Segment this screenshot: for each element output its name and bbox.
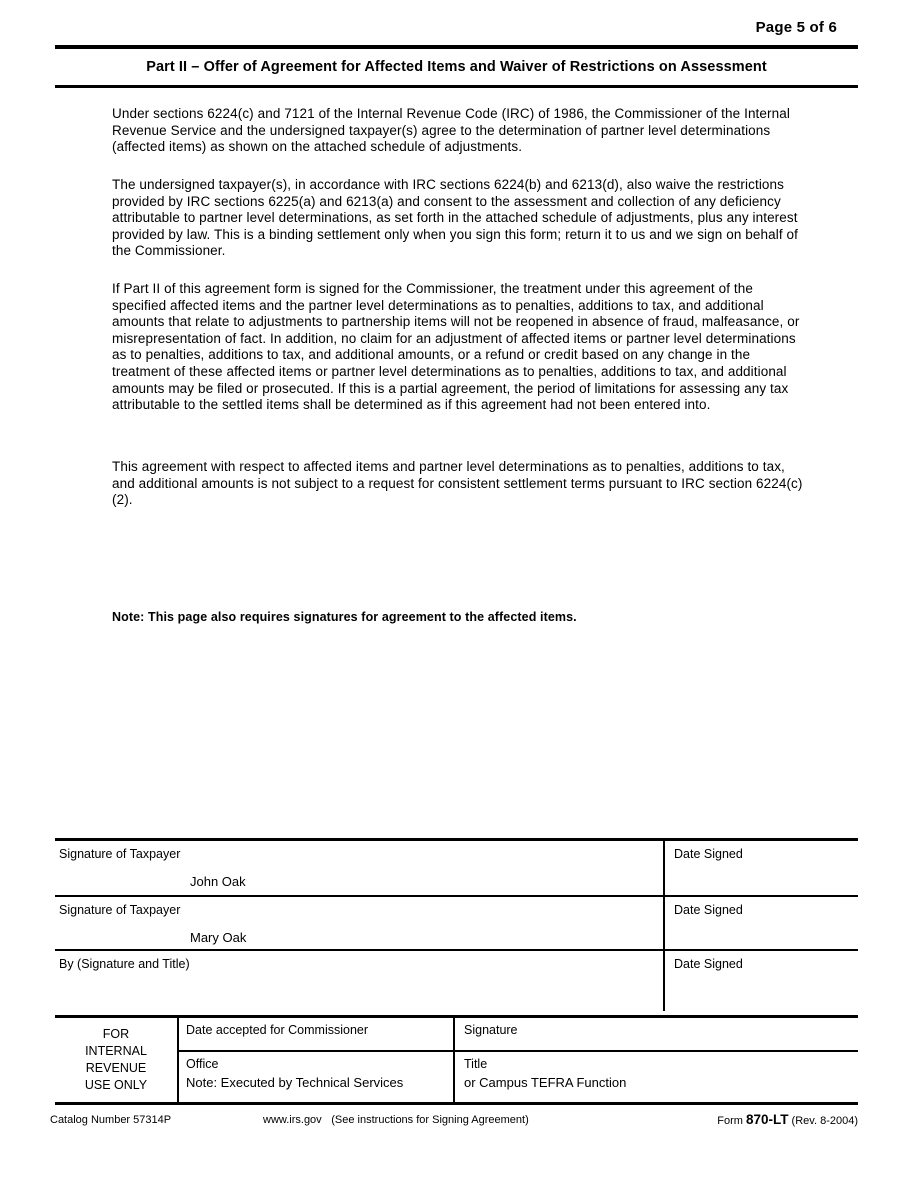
title-note: or Campus TEFRA Function <box>464 1074 627 1090</box>
signature-area[interactable] <box>55 951 663 1011</box>
title-label: Title <box>464 1056 488 1071</box>
header-rule-bottom <box>55 85 858 88</box>
office-note: Note: Executed by Technical Services <box>186 1074 404 1090</box>
footer <box>0 1112 913 1132</box>
signature-row-taxpayer-2 <box>55 897 858 951</box>
catalog-number: Catalog Number 57314P <box>50 1114 172 1126</box>
signatures-note: Note: This page also requires signatures for agreement to the affected items. <box>112 610 577 624</box>
internal-use-row-1 <box>179 1018 858 1052</box>
signature-label: Signature of Taxpayer <box>59 847 181 861</box>
signature-row-taxpayer-1 <box>55 841 858 897</box>
internal-use-main <box>179 1018 858 1102</box>
form-number-value: 870-LT <box>745 1112 789 1127</box>
page-number: Page 5 of 6 <box>755 19 837 36</box>
date-signed-label: Date Signed <box>674 903 743 917</box>
stub-line: FOR <box>102 1027 130 1041</box>
stub-line: USE ONLY <box>84 1078 148 1092</box>
signature-value: Mary Oak <box>190 930 247 945</box>
commissioner-signature-label: Signature <box>464 1023 518 1037</box>
irs-website: www.irs.gov <box>263 1114 322 1126</box>
internal-use-row-2 <box>179 1052 858 1103</box>
stub-line: INTERNAL <box>85 1044 147 1058</box>
office-field[interactable] <box>179 1052 455 1103</box>
date-accepted-label: Date accepted for Commissioner <box>186 1023 369 1037</box>
title-field[interactable] <box>455 1052 858 1103</box>
commissioner-signature-field[interactable] <box>455 1018 858 1050</box>
stub-line: REVENUE <box>85 1061 147 1075</box>
signature-label: By (Signature and Title) <box>59 957 190 971</box>
form-prefix: Form <box>717 1115 746 1127</box>
date-signed-field[interactable] <box>663 951 858 1011</box>
date-signed-label: Date Signed <box>674 847 743 861</box>
part-title: Part II – Offer of Agreement for Affected Items and Waiver of Restrictions on Assessment <box>146 59 767 75</box>
signature-value: John Oak <box>190 874 246 889</box>
signature-area[interactable] <box>55 897 663 949</box>
signing-instructions: (See instructions for Signing Agreement) <box>331 1114 529 1126</box>
signature-area[interactable] <box>55 841 663 895</box>
body-paragraph-1: Under sections 6224(c) and 7121 of the Internal Revenue Code (IRC) of 1986, the Commissioner of the Internal Revenue Service and the undersigned taxpayer(s) agree to the determination of partner level determinations (affected items) as shown on the attached schedule of adjustments. <box>112 106 790 155</box>
body-paragraph-3: If Part II of this agreement form is signed for the Commissioner, the treatment under this agreement of the specified affected items and the partner level determinations as to penalties, additions to tax, and additional amounts that relate to adjustments to partnership items will not be reopened in absence of fraud, malfeasance, or misrepresentation of fact. In addition, no claim for an adjustment of affected items or partner level determinations as to penalties, additions to tax, and additional amounts, or a refund or credit based on any change in the treatment of these affected items or partner level determinations as to penalties, additions to tax, and additional amounts may be filed or prosecuted. If this is a partial agreement, the period of limitations for assessing any tax attributable to the settled items shall be determined as if this agreement had not been entered into. <box>112 281 800 413</box>
office-label: Office <box>186 1056 219 1071</box>
signature-table <box>55 838 858 1011</box>
date-accepted-field[interactable] <box>179 1018 455 1050</box>
internal-use-stub <box>55 1018 179 1102</box>
signature-label: Signature of Taxpayer <box>59 903 181 917</box>
form-revision: (Rev. 8-2004) <box>788 1115 858 1127</box>
internal-use-table <box>55 1015 858 1105</box>
body-paragraph-2: The undersigned taxpayer(s), in accordance with IRC sections 6224(b) and 6213(d), also waive the restrictions provided by IRC sections 6225(a) and 6213(a) and consent to the assessment and collection of any deficiency attributable to partner level determinations, as set forth in the attached schedule of adjustments, plus any interest provided by law. This is a binding settlement only when you sign this form; return it to us and we sign on behalf of the Commissioner. <box>112 177 798 259</box>
date-signed-field[interactable] <box>663 841 858 895</box>
date-signed-field[interactable] <box>663 897 858 949</box>
date-signed-label: Date Signed <box>674 957 743 971</box>
header-rule-top <box>55 45 858 49</box>
body-paragraph-4: This agreement with respect to affected items and partner level determinations as to penalties, additions to tax, and additional amounts is not subject to a request for consistent settlement terms pursuant to IRC section 6224(c)(2). <box>112 459 803 508</box>
form-number <box>717 1112 858 1127</box>
signature-row-by <box>55 951 858 1011</box>
